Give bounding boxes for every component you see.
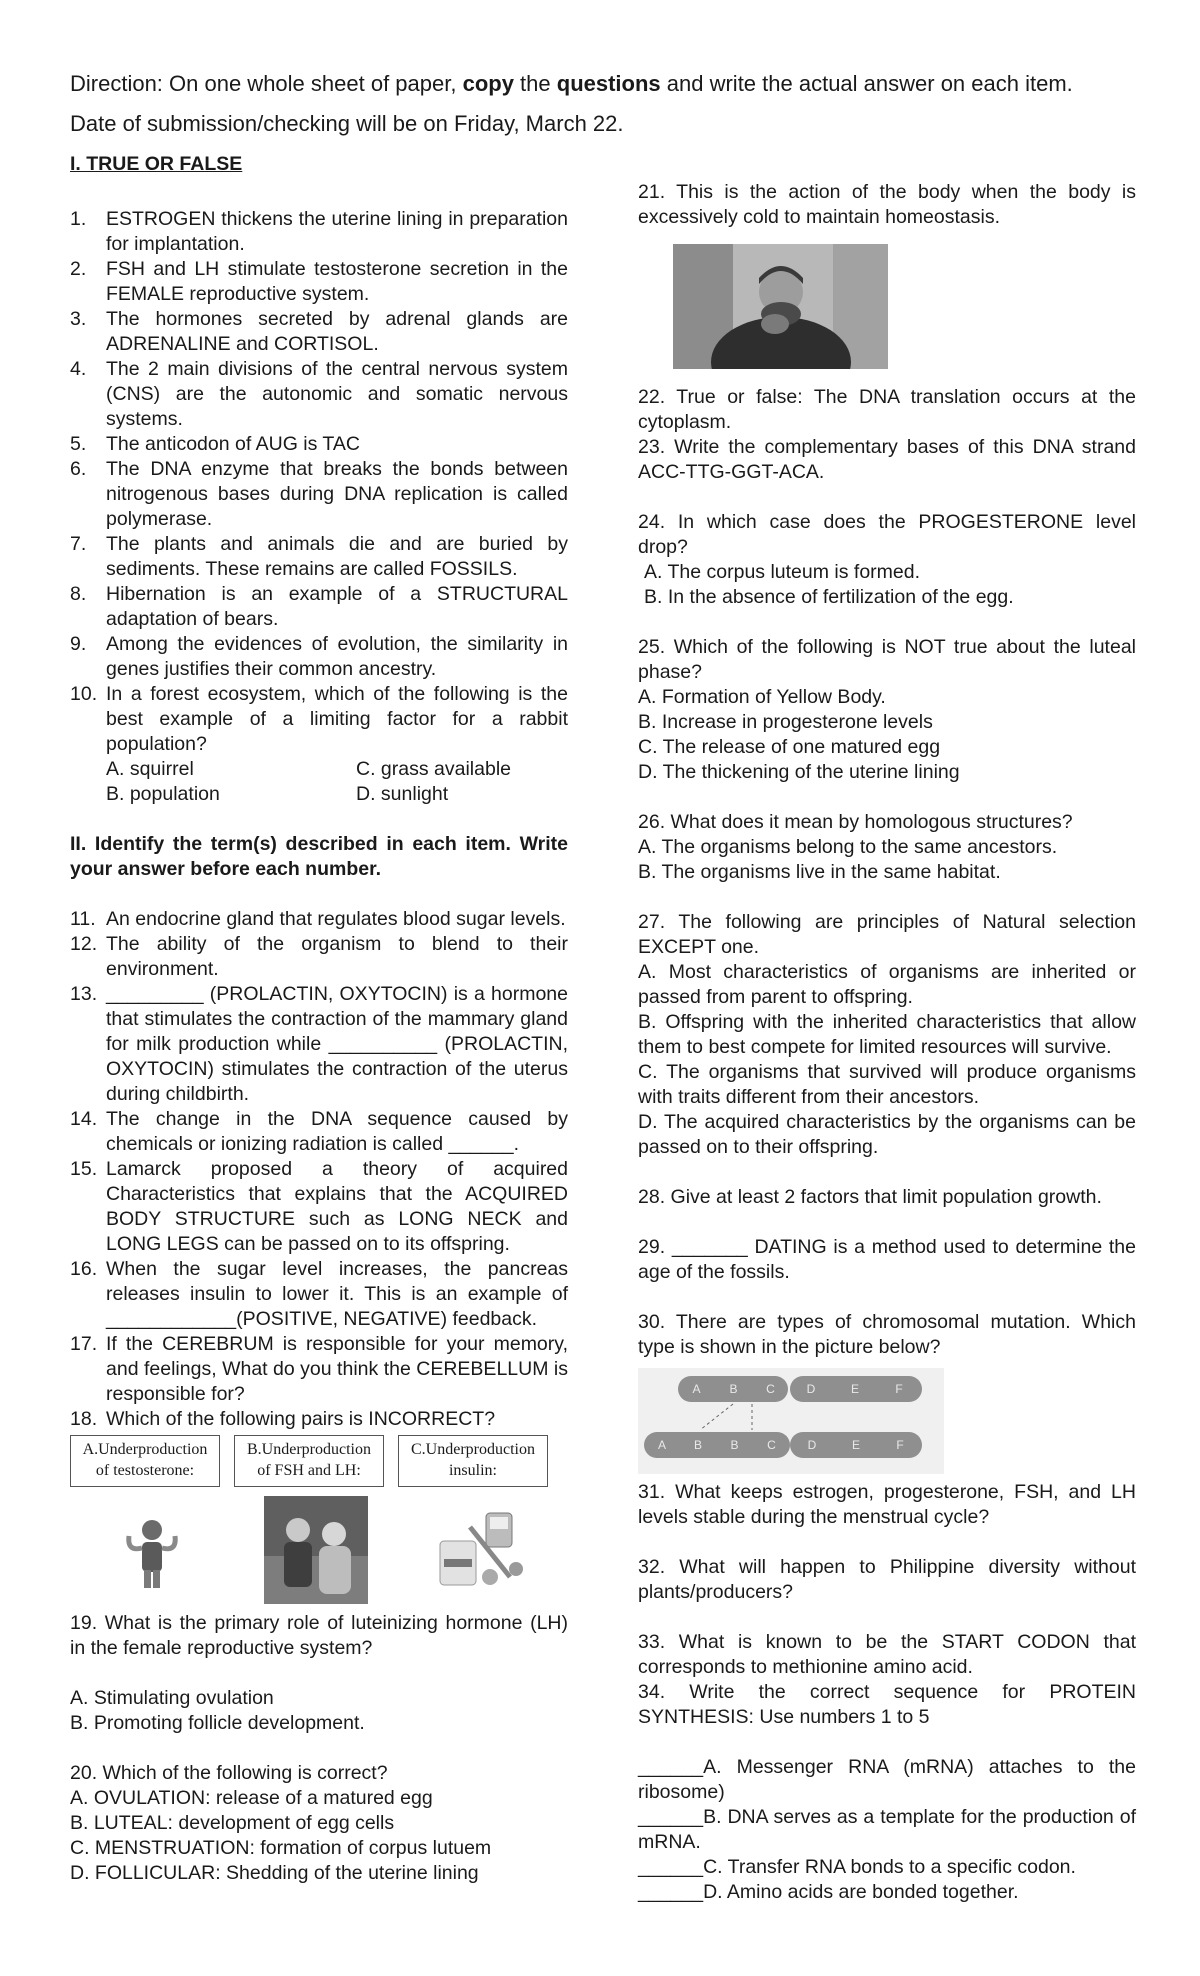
question-number: 10. (70, 683, 98, 705)
option: A. The organisms belong to the same ancestors. (638, 836, 1058, 858)
question-8 (70, 582, 568, 632)
question-number: 7. (70, 533, 87, 555)
option: B. The organisms live in the same habitat. (638, 861, 1001, 883)
question-18 (70, 1407, 568, 1432)
question-13 (70, 982, 568, 1107)
gene-label: C (767, 1438, 776, 1452)
direction-bold: questions (556, 71, 661, 96)
question-text: If the CEREBRUM is responsible for your memory, and feelings, What do you think the CEREBELLUM is responsible for? (106, 1333, 568, 1405)
box-line: B.Underproduction (247, 1441, 371, 1458)
option: B. population (106, 783, 220, 805)
option: B. Increase in progesterone levels (638, 711, 933, 733)
box-line: insulin: (448, 1462, 497, 1479)
question-10 (70, 682, 568, 757)
question-16 (70, 1257, 568, 1332)
question-text: The plants and animals die and are buried by sediments. These remains are called FOSSILS. (106, 533, 568, 580)
question-27: 27. The following are principles of Natural selection EXCEPT one. (638, 911, 1136, 958)
question-text: The anticodon of AUG is TAC (106, 433, 360, 455)
gene-label: D (806, 1382, 816, 1396)
question-31: 31. What keeps estrogen, progesterone, FSH, and LH levels stable during the menstrual cycle? (638, 1481, 1136, 1528)
gene-label: E (851, 1438, 860, 1452)
left-column (70, 152, 568, 1886)
option-box-b (234, 1435, 384, 1487)
direction-bold: copy (462, 71, 514, 96)
duplication-guide-lines (638, 1368, 944, 1474)
gene-label: E (850, 1382, 859, 1396)
people-photo (234, 1495, 398, 1605)
question-2 (70, 257, 568, 307)
question-text: Lamarck proposed a theory of acquired Characteristics that explains that the ACQUIRED BODY STRUCTURE such as LONG NECK and LONG LEGS can be passed on to its offspring. (106, 1158, 568, 1255)
option: C. The release of one matured egg (638, 736, 941, 758)
cold-man-photo (673, 244, 888, 369)
question-number: 17. (70, 1333, 98, 1355)
gene-label: B (693, 1438, 702, 1452)
option: B. Promoting follicle development. (70, 1712, 365, 1734)
box-line: A.Underproduction (82, 1441, 208, 1458)
question-text: An endocrine gland that regulates blood sugar levels. (106, 908, 566, 930)
question-17 (70, 1332, 568, 1407)
box-line: of FSH and LH: (257, 1462, 361, 1479)
question-number: 2. (70, 258, 87, 280)
option: D. The acquired characteristics by the organisms can be passed on to their offspring. (638, 1111, 1136, 1158)
option: D. FOLLICULAR: Shedding of the uterine lining (70, 1862, 479, 1884)
question-number: 5. (70, 433, 87, 455)
box-line: C.Underproduction (411, 1441, 535, 1458)
question-1 (70, 207, 568, 257)
question-24: 24. In which case does the PROGESTERONE level drop? (638, 511, 1136, 558)
question-text: Which of the following pairs is INCORRECT? (106, 1408, 496, 1430)
question-number: 15. (70, 1158, 98, 1180)
option: A. squirrel (106, 758, 194, 780)
question-number: 9. (70, 633, 87, 655)
question-number: 18. (70, 1408, 98, 1430)
option-box-c (398, 1435, 548, 1487)
question-28: 28. Give at least 2 factors that limit population growth. (638, 1186, 1102, 1208)
question-text: Hibernation is an example of a STRUCTURAL adaptation of bears. (106, 583, 568, 630)
gene-label: B (729, 1382, 738, 1396)
option: A. Formation of Yellow Body. (638, 686, 886, 708)
option: D. The thickening of the uterine lining (638, 761, 960, 783)
question-number: 1. (70, 208, 87, 230)
option: ______D. Amino acids are bonded together. (638, 1881, 1019, 1903)
question-4 (70, 357, 568, 432)
question-text: ESTROGEN thickens the uterine lining in preparation for implantation. (106, 208, 568, 255)
question-number: 4. (70, 358, 87, 380)
question-11 (70, 907, 568, 932)
option: A. Most characteristics of organisms are inherited or passed from parent to offspring. (638, 961, 1136, 1008)
question-text: The hormones secreted by adrenal glands are ADRENALINE and CORTISOL. (106, 308, 568, 355)
question-text: FSH and LH stimulate testosterone secretion in the FEMALE reproductive system. (106, 258, 568, 305)
question-18-figures (70, 1495, 568, 1605)
question-21: 21. This is the action of the body when the body is excessively cold to maintain homeostasis. (638, 181, 1136, 228)
question-text: The change in the DNA sequence caused by chemicals or ionizing radiation is called ______. (106, 1108, 568, 1155)
option: B. Offspring with the inherited characteristics that allow them to best compete for limited resources will survive. (638, 1011, 1136, 1058)
option: ______C. Transfer RNA bonds to a specific codon. (638, 1856, 1076, 1878)
option: C. grass available (356, 758, 511, 780)
question-text: When the sugar level increases, the pancreas releases insulin to lower it. This is an example of ____________(POSITIVE, NEGATIVE) feedback. (106, 1258, 568, 1330)
question-20: 20. Which of the following is correct? (70, 1762, 388, 1784)
direction-text: and write the actual answer on each item. (660, 71, 1073, 96)
question-number: 12. (70, 933, 98, 955)
question-text: The DNA enzyme that breaks the bonds between nitrogenous bases during DNA replication is called polymerase. (106, 458, 568, 530)
gene-label: D (807, 1438, 817, 1452)
question-7 (70, 532, 568, 582)
option: B. In the absence of fertilization of the egg. (644, 586, 1014, 608)
option: C. MENSTRUATION: formation of corpus lutuem (70, 1837, 492, 1859)
option: A. Stimulating ovulation (70, 1687, 274, 1709)
option: ______B. DNA serves as a template for the production of mRNA. (638, 1806, 1136, 1853)
option: D. sunlight (356, 783, 449, 805)
question-number: 3. (70, 308, 87, 330)
question-10-options (106, 757, 568, 807)
direction-line (70, 70, 1150, 98)
section-2-heading: II. Identify the term(s) described in each item. Write your answer before each number. (70, 833, 568, 880)
question-6 (70, 457, 568, 532)
question-25: 25. Which of the following is NOT true about the luteal phase? (638, 636, 1136, 683)
question-15 (70, 1157, 568, 1257)
gene-label: F (895, 1382, 903, 1396)
question-34: 34. Write the correct sequence for PROTEIN SYNTHESIS: Use numbers 1 to 5 (638, 1681, 1136, 1728)
question-number: 13. (70, 983, 98, 1005)
question-18-options (70, 1435, 568, 1487)
question-19: 19. What is the primary role of luteinizing hormone (LH) in the female reproductive system? (70, 1612, 568, 1659)
question-5 (70, 432, 568, 457)
box-line: of testosterone: (95, 1462, 195, 1479)
question-number: 14. (70, 1108, 98, 1130)
question-23: 23. Write the complementary bases of this DNA strand ACC-TTG-GGT-ACA. (638, 436, 1136, 483)
question-32: 32. What will happen to Philippine diversity without plants/producers? (638, 1556, 1136, 1603)
question-number: 11. (70, 908, 96, 930)
question-12 (70, 932, 568, 982)
question-33: 33. What is known to be the START CODON that corresponds to methionine amino acid. (638, 1631, 1136, 1678)
question-number: 8. (70, 583, 87, 605)
direction-text: Direction: On one whole sheet of paper, (70, 71, 463, 96)
question-26: 26. What does it mean by homologous structures? (638, 811, 1073, 833)
submission-date: Date of submission/checking will be on Friday, March 22. (70, 111, 624, 136)
question-text: The ability of the organism to blend to their environment. (106, 933, 568, 980)
diabetes-icon (398, 1495, 562, 1605)
option: A. OVULATION: release of a matured egg (70, 1787, 433, 1809)
question-14 (70, 1107, 568, 1157)
question-number: 16. (70, 1258, 98, 1280)
directions (70, 70, 1150, 150)
question-29: 29. _______ DATING is a method used to determine the age of the fossils. (638, 1236, 1136, 1283)
option: B. LUTEAL: development of egg cells (70, 1812, 395, 1834)
question-text: _________ (PROLACTIN, OXYTOCIN) is a hormone that stimulates the contraction of the mammary gland for milk production while __________ (PROLACTIN, OXYTOCIN) stimulates the contraction of the uterus during childbirth. (106, 983, 568, 1105)
gene-label: C (766, 1382, 775, 1396)
option: A. The corpus luteum is formed. (644, 561, 921, 583)
option-box-a (70, 1435, 220, 1487)
gene-label: B (730, 1438, 739, 1452)
chromosome-mutation-diagram (638, 1368, 944, 1474)
option: ______A. Messenger RNA (mRNA) attaches to the ribosome) (638, 1756, 1136, 1803)
question-9 (70, 632, 568, 682)
right-column (638, 180, 1136, 1905)
gene-label: A (657, 1438, 666, 1452)
direction-text: the (513, 71, 557, 96)
question-30: 30. There are types of chromosomal mutation. Which type is shown in the picture below? (638, 1311, 1136, 1358)
question-text: In a forest ecosystem, which of the following is the best example of a limiting factor for a rabbit population? (106, 683, 568, 755)
question-text: The 2 main divisions of the central nervous system (CNS) are the autonomic and somatic nervous systems. (106, 358, 568, 430)
option: C. The organisms that survived will produce organisms with traits different from their ancestors. (638, 1061, 1136, 1108)
weak-person-icon (70, 1495, 234, 1605)
section-1-heading: I. TRUE OR FALSE (70, 153, 243, 175)
gene-label: A (692, 1382, 701, 1396)
question-22: 22. True or false: The DNA translation occurs at the cytoplasm. (638, 386, 1136, 433)
question-3 (70, 307, 568, 357)
gene-label: F (896, 1438, 904, 1452)
question-text: Among the evidences of evolution, the similarity in genes justifies their common ancestry. (106, 633, 568, 680)
question-number: 6. (70, 458, 87, 480)
